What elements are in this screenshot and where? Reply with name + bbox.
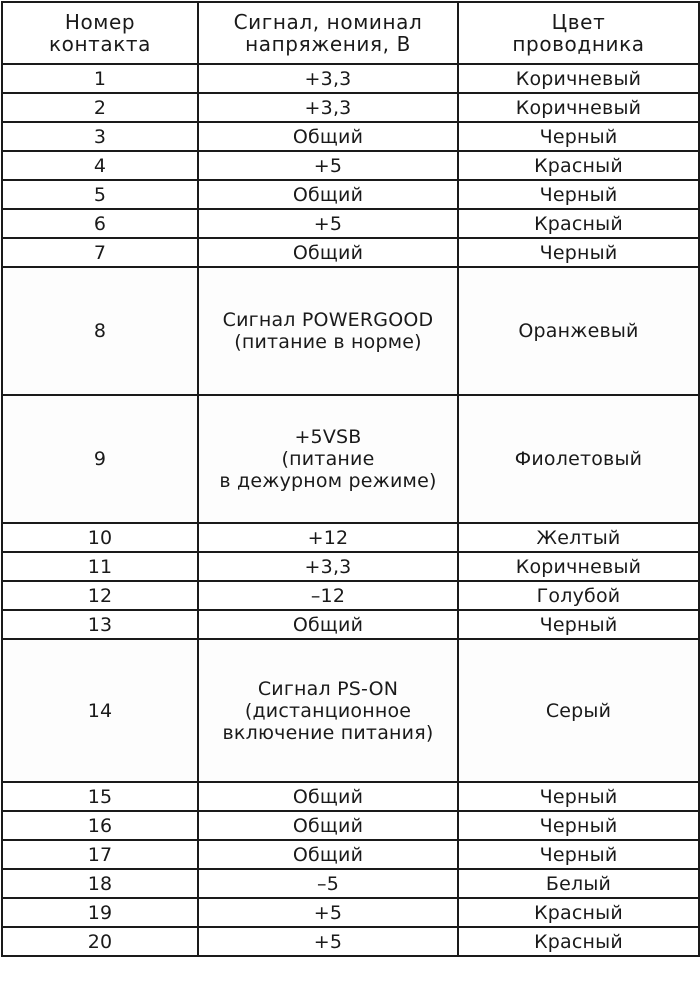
pin-number-cell: 1 — [2, 64, 198, 93]
table-row — [2, 523, 699, 552]
table-row — [2, 64, 699, 93]
signal-cell: Общий — [198, 180, 458, 209]
pin-number-cell: 15 — [2, 782, 198, 811]
header-pin-number: Номер контакта — [2, 2, 198, 64]
wire-color-cell: Черный — [458, 610, 699, 639]
pin-number-cell: 11 — [2, 552, 198, 581]
signal-cell: +3,3 — [198, 64, 458, 93]
signal-cell: Общий — [198, 811, 458, 840]
signal-cell: Общий — [198, 238, 458, 267]
table-row — [2, 869, 699, 898]
pin-number-cell: 20 — [2, 927, 198, 956]
header-signal: Сигнал, номинал напряжения, В — [198, 2, 458, 64]
wire-color-cell: Черный — [458, 180, 699, 209]
table-row — [2, 610, 699, 639]
wire-color-cell: Белый — [458, 869, 699, 898]
signal-cell: Общий — [198, 610, 458, 639]
wire-color-cell: Черный — [458, 238, 699, 267]
header-wire-color: Цвет проводника — [458, 2, 699, 64]
pin-number-cell: 9 — [2, 395, 198, 523]
table-row — [2, 209, 699, 238]
wire-color-cell: Голубой — [458, 581, 699, 610]
pin-number-cell: 4 — [2, 151, 198, 180]
signal-cell: +5 — [198, 898, 458, 927]
table-row — [2, 782, 699, 811]
pin-number-cell: 5 — [2, 180, 198, 209]
signal-cell: +5 — [198, 151, 458, 180]
wire-color-cell: Коричневый — [458, 64, 699, 93]
header-row — [2, 2, 699, 64]
table-row — [2, 927, 699, 956]
pin-number-cell: 8 — [2, 267, 198, 395]
table-row — [2, 898, 699, 927]
wire-color-cell: Коричневый — [458, 552, 699, 581]
wire-color-cell: Черный — [458, 811, 699, 840]
pin-number-cell: 14 — [2, 639, 198, 782]
table-row — [2, 395, 699, 523]
table-row — [2, 811, 699, 840]
wire-color-cell: Черный — [458, 840, 699, 869]
wire-color-cell: Красный — [458, 209, 699, 238]
pin-number-cell: 7 — [2, 238, 198, 267]
pin-number-cell: 17 — [2, 840, 198, 869]
table-row — [2, 639, 699, 782]
signal-cell: +3,3 — [198, 93, 458, 122]
wire-color-cell: Красный — [458, 151, 699, 180]
pin-number-cell: 10 — [2, 523, 198, 552]
wire-color-cell: Красный — [458, 927, 699, 956]
signal-cell: Общий — [198, 782, 458, 811]
pin-number-cell: 16 — [2, 811, 198, 840]
wire-color-cell: Оранжевый — [458, 267, 699, 395]
signal-cell: Сигнал PS-ON (дистанционное включение питания) — [198, 639, 458, 782]
pin-number-cell: 12 — [2, 581, 198, 610]
pin-number-cell: 13 — [2, 610, 198, 639]
signal-cell: Сигнал POWERGOOD (питание в норме) — [198, 267, 458, 395]
pin-number-cell: 6 — [2, 209, 198, 238]
wire-color-cell: Красный — [458, 898, 699, 927]
wire-color-cell: Желтый — [458, 523, 699, 552]
pin-number-cell: 2 — [2, 93, 198, 122]
table-row — [2, 840, 699, 869]
signal-cell: Общий — [198, 122, 458, 151]
table-row — [2, 151, 699, 180]
pin-number-cell: 3 — [2, 122, 198, 151]
pin-number-cell: 19 — [2, 898, 198, 927]
wire-color-cell: Черный — [458, 122, 699, 151]
signal-cell: +12 — [198, 523, 458, 552]
signal-cell: –5 — [198, 869, 458, 898]
pinout-table — [1, 1, 700, 957]
table-row — [2, 180, 699, 209]
pin-number-cell: 18 — [2, 869, 198, 898]
table-row — [2, 581, 699, 610]
wire-color-cell: Коричневый — [458, 93, 699, 122]
signal-cell: +5 — [198, 927, 458, 956]
table-row — [2, 238, 699, 267]
signal-cell: Общий — [198, 840, 458, 869]
table-row — [2, 122, 699, 151]
signal-cell: +5 — [198, 209, 458, 238]
wire-color-cell: Серый — [458, 639, 699, 782]
table-row — [2, 552, 699, 581]
wire-color-cell: Фиолетовый — [458, 395, 699, 523]
signal-cell: +5VSB (питание в дежурном режиме) — [198, 395, 458, 523]
signal-cell: –12 — [198, 581, 458, 610]
table-row — [2, 267, 699, 395]
table-row — [2, 93, 699, 122]
signal-cell: +3,3 — [198, 552, 458, 581]
wire-color-cell: Черный — [458, 782, 699, 811]
